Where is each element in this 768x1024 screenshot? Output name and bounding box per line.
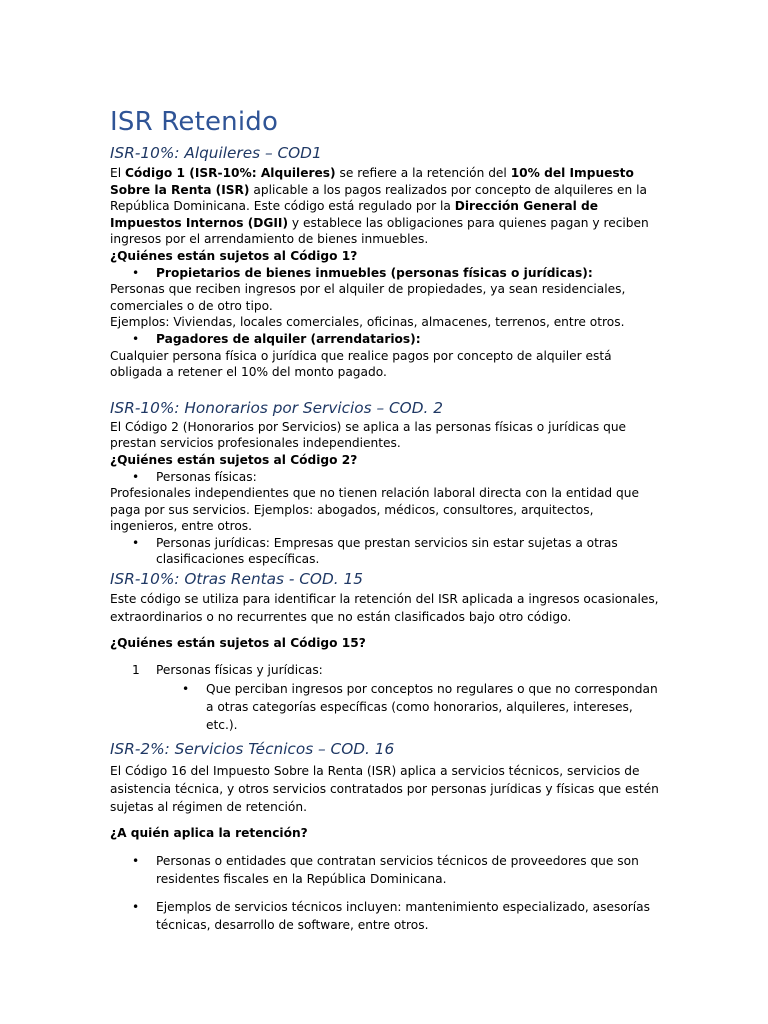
bold-run: Código 1 (ISR-10%: Alquileres) [124, 166, 336, 180]
cod16-question [110, 825, 662, 842]
list-item [110, 852, 662, 888]
question-text: ¿Quiénes están sujetos al Código 2? [110, 452, 358, 467]
list-item [110, 265, 662, 282]
cod2-question [110, 452, 662, 469]
list-item-label: Que perciban ingresos por conceptos no regulares o que no correspondan a otras categorías específicas (como honorarios, alquileres, intereses, etc.). [206, 682, 658, 733]
cod2-paragraph: El Código 2 (Honorarios por Servicios) se aplica a las personas físicas o jurídicas que prestan servicios profesionales independientes. [110, 419, 627, 451]
cod1-owners-text: Personas que reciben ingresos por el alquiler de propiedades, ya sean residenciales, comerciales o de otro tipo. [110, 282, 626, 313]
bold-run: Dirección General de Impuestos Internos (DGII) [110, 199, 599, 230]
numbered-item [110, 662, 662, 679]
list-item-label: Personas físicas: [156, 469, 257, 484]
document-content [110, 104, 662, 934]
bullet-icon: • [132, 331, 140, 346]
bullet-icon: • [132, 899, 140, 914]
list-item-label: Personas jurídicas: Empresas que prestan servicios sin estar sujetas a otras clasificaciones específicas. [156, 535, 618, 567]
section-heading-cod16: ISR-2%: Servicios Técnicos – COD. 16 [110, 740, 395, 759]
list-item [110, 535, 662, 568]
list-item [110, 331, 662, 348]
cod1-examples-text: Ejemplos: Viviendas, locales comerciales, oficinas, almacenes, terrenos, entre otros. [110, 315, 625, 330]
list-item-label: Propietarios de bienes inmuebles (personas físicas o jurídicas): [156, 265, 593, 280]
list-item-label: Ejemplos de servicios técnicos incluyen: mantenimiento especializado, asesorías técnicas, desarrollo de software, entre otros. [156, 899, 650, 932]
cod1-paragraph [110, 165, 662, 248]
section-heading-cod15: ISR-10%: Otras Rentas - COD. 15 [110, 570, 363, 589]
bullet-icon: • [132, 469, 140, 484]
list-item-label: Personas o entidades que contratan servicios técnicos de proveedores que son residentes fiscales en la República Dominicana. [156, 853, 639, 886]
cod15-question [110, 635, 662, 652]
page-title: ISR Retenido [110, 107, 279, 137]
cod15-paragraph: Este código se utiliza para identificar la retención del ISR aplicada a ingresos ocasionales, extraordinarios o no recurrentes que no están clasificados bajo otro código. [110, 592, 659, 625]
bullet-icon: • [182, 682, 190, 697]
question-text: ¿Quiénes están sujetos al Código 15? [110, 636, 366, 651]
bold-run: 10% del Impuesto Sobre la Renta (ISR) [110, 166, 634, 197]
cod16-paragraph: El Código 16 del Impuesto Sobre la Renta (ISR) aplica a servicios técnicos, servicios de asistencia técnica, y otros servicios contratados por personas jurídicas y físicas que estén sujetas al régimen de retención. [110, 764, 659, 815]
list-item-label: Pagadores de alquiler (arrendatarios): [156, 331, 421, 346]
question-text: ¿Quiénes están sujetos al Código 1? [110, 248, 358, 263]
text-run: y establece las obligaciones para quienes pagan y reciben ingresos por el arrendamiento de bienes inmuebles. [110, 215, 649, 247]
text-run: se refiere a la retención del [335, 166, 511, 180]
list-item-label: Personas físicas y jurídicas: [156, 662, 323, 677]
cod1-question [110, 248, 662, 265]
list-number: 1 [132, 662, 140, 677]
question-text: ¿A quién aplica la retención? [110, 826, 308, 841]
text-run: aplicable a los pagos realizados por concepto de alquileres en la República Dominicana. Este código está regulado por la [110, 182, 647, 214]
bullet-icon: • [132, 853, 140, 868]
text-run: El [110, 166, 125, 180]
list-item [110, 469, 662, 486]
bullet-icon: • [132, 535, 140, 550]
section-heading-cod1: ISR-10%: Alquileres – COD1 [110, 144, 322, 162]
cod2-individuals-text: Profesionales independientes que no tienen relación laboral directa con la entidad que paga por sus servicios. Ejemplos: abogados, médicos, consultores, arquitectos, ingenieros, entre otros. [110, 486, 639, 534]
list-item [110, 898, 662, 934]
section-heading-cod2: ISR-10%: Honorarios por Servicios – COD. 2 [110, 398, 443, 417]
bullet-icon: • [132, 265, 140, 280]
sub-list-item [110, 680, 662, 734]
cod1-payers-text: Cualquier persona física o jurídica que realice pagos por concepto de alquiler está obligada a retener el 10% del monto pagado. [110, 348, 612, 380]
